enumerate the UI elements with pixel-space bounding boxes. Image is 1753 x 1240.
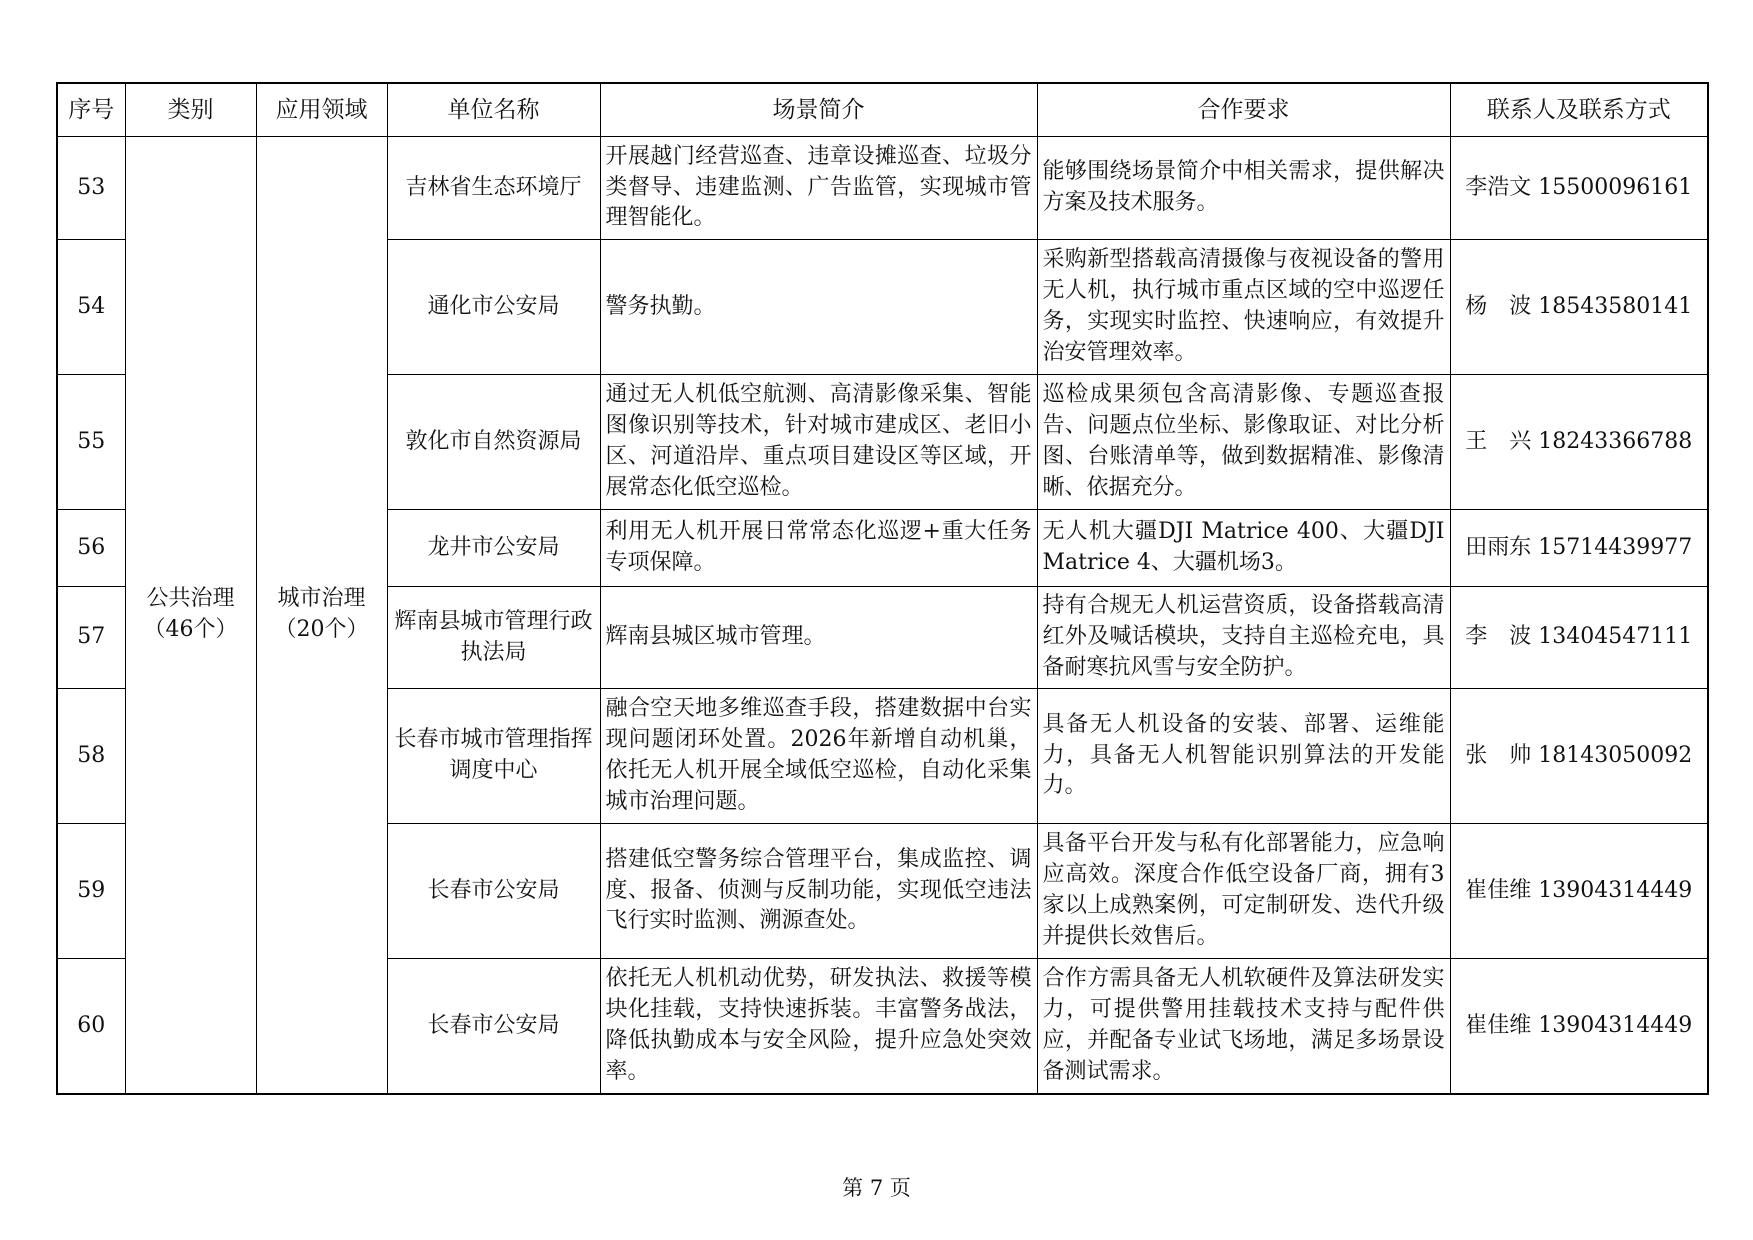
header-description: 场景简介: [600, 83, 1037, 137]
row-index: 60: [57, 959, 125, 1095]
contact-info: 李浩文 15500096161: [1450, 137, 1708, 240]
page-number: 第 7 页: [842, 1176, 911, 1200]
unit-name: 通化市公安局: [387, 240, 600, 375]
row-index: 59: [57, 824, 125, 959]
header-field: 应用领域: [256, 83, 387, 137]
contact-info: 崔佳维 13904314449: [1450, 959, 1708, 1095]
cooperation-requirement: 具备无人机设备的安装、部署、运维能力，具备无人机智能识别算法的开发能力。: [1037, 689, 1450, 824]
header-row: [57, 83, 1708, 137]
contact-info: 王 兴 18243366788: [1450, 375, 1708, 510]
unit-name: 敦化市自然资源局: [387, 375, 600, 510]
cooperation-requirement: 持有合规无人机运营资质，设备搭载高清红外及喊话模块，支持自主巡检充电，具备耐寒抗风雪与安全防护。: [1037, 587, 1450, 689]
scenario-description: 搭建低空警务综合管理平台，集成监控、调度、报备、侦测与反制功能，实现低空违法飞行实时监测、溯源查处。: [600, 824, 1037, 959]
contact-info: 李 波 13404547111: [1450, 587, 1708, 689]
category-cell: 公共治理（46个）: [125, 137, 256, 1095]
header-requirement: 合作要求: [1037, 83, 1450, 137]
scenario-description: 依托无人机机动优势，研发执法、救援等模块化挂载，支持快速拆装。丰富警务战法，降低执勤成本与安全风险，提升应急处突效率。: [600, 959, 1037, 1095]
unit-name: 龙井市公安局: [387, 510, 600, 587]
row-index: 58: [57, 689, 125, 824]
unit-name: 长春市公安局: [387, 959, 600, 1095]
unit-name: 长春市公安局: [387, 824, 600, 959]
contact-info: 崔佳维 13904314449: [1450, 824, 1708, 959]
table-container: [56, 82, 1709, 1095]
header-unit: 单位名称: [387, 83, 600, 137]
contact-info: 张 帅 18143050092: [1450, 689, 1708, 824]
contact-info: 田雨东 15714439977: [1450, 510, 1708, 587]
cooperation-requirement: 合作方需具备无人机软硬件及算法研发实力，可提供警用挂载技术支持与配件供应，并配备专业试飞场地，满足多场景设备测试需求。: [1037, 959, 1450, 1095]
unit-name: 吉林省生态环境厅: [387, 137, 600, 240]
cooperation-requirement: 能够围绕场景简介中相关需求，提供解决方案及技术服务。: [1037, 137, 1450, 240]
row-index: 53: [57, 137, 125, 240]
row-index: 57: [57, 587, 125, 689]
table-row: [57, 137, 1708, 240]
row-index: 56: [57, 510, 125, 587]
cooperation-requirement: 巡检成果须包含高清影像、专题巡查报告、问题点位坐标、影像取证、对比分析图、台账清单等，做到数据精准、影像清晰、依据充分。: [1037, 375, 1450, 510]
header-contact: 联系人及联系方式: [1450, 83, 1708, 137]
field-cell: 城市治理（20个）: [256, 137, 387, 1095]
header-index: 序号: [57, 83, 125, 137]
unit-name: 长春市城市管理指挥调度中心: [387, 689, 600, 824]
scenario-description: 融合空天地多维巡查手段，搭建数据中台实现问题闭环处置。2026年新增自动机巢，依托无人机开展全域低空巡检，自动化采集城市治理问题。: [600, 689, 1037, 824]
unit-name: 辉南县城市管理行政执法局: [387, 587, 600, 689]
cooperation-requirement: 采购新型搭载高清摄像与夜视设备的警用无人机，执行城市重点区域的空中巡逻任务，实现实时监控、快速响应，有效提升治安管理效率。: [1037, 240, 1450, 375]
header-category: 类别: [125, 83, 256, 137]
scenario-description: 利用无人机开展日常常态化巡逻+重大任务专项保障。: [600, 510, 1037, 587]
scenario-table: [56, 82, 1709, 1095]
scenario-description: 警务执勤。: [600, 240, 1037, 375]
contact-info: 杨 波 18543580141: [1450, 240, 1708, 375]
cooperation-requirement: 具备平台开发与私有化部署能力，应急响应高效。深度合作低空设备厂商，拥有3家以上成熟案例，可定制研发、迭代升级并提供长效售后。: [1037, 824, 1450, 959]
scenario-description: 开展越门经营巡查、违章设摊巡查、垃圾分类督导、违建监测、广告监管，实现城市管理智能化。: [600, 137, 1037, 240]
cooperation-requirement: 无人机大疆DJI Matrice 400、大疆DJI Matrice 4、大疆机场3。: [1037, 510, 1450, 587]
row-index: 55: [57, 375, 125, 510]
scenario-description: 通过无人机低空航测、高清影像采集、智能图像识别等技术，针对城市建成区、老旧小区、河道沿岸、重点项目建设区等区域，开展常态化低空巡检。: [600, 375, 1037, 510]
scenario-description: 辉南县城区城市管理。: [600, 587, 1037, 689]
row-index: 54: [57, 240, 125, 375]
